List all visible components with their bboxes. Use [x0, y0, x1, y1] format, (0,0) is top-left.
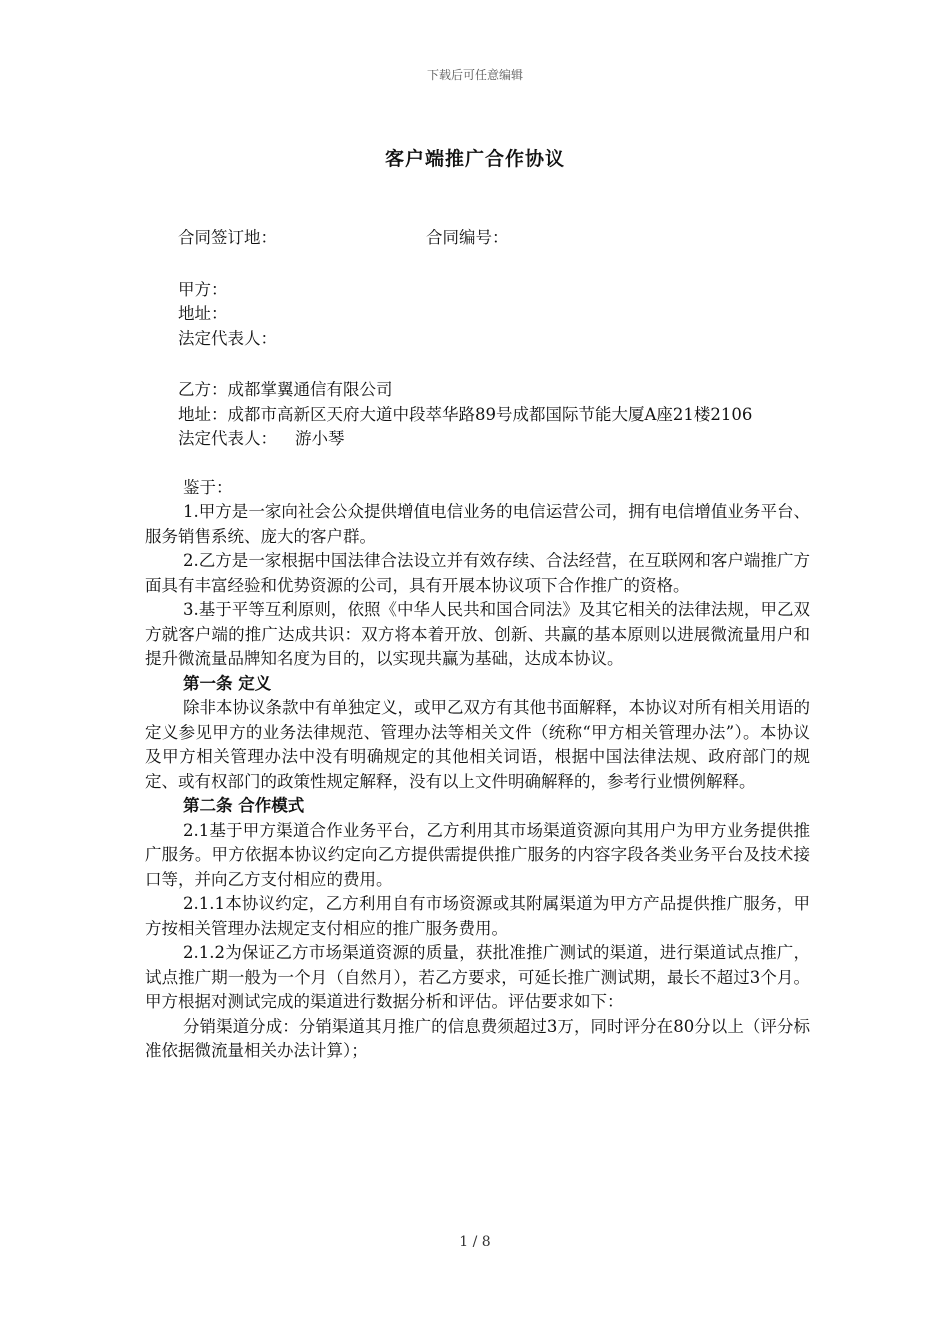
party-b-rep-label: 法定代表人：	[178, 429, 277, 448]
party-b-label: 乙方：成都掌翼通信有限公司	[178, 380, 393, 399]
party-a-rep-label: 法定代表人：	[178, 328, 277, 348]
article1-heading: 第一条 定义	[183, 673, 272, 693]
party-b-address	[145, 403, 810, 428]
article2-paragraph: 分销渠道分成：分销渠道其月推广的信息费须超过3万，同时评分在80分以上（评分标准依据微流量相关办法计算）；	[145, 1016, 810, 1060]
whereas-item: 2.乙方是一家根据中国法律合法设立并有效存续、合法经营，在互联网和客户端推广方面具有丰富经验和优势资源的公司，具有开展本协议项下合作推广的资格。	[145, 551, 810, 595]
document-body	[145, 226, 810, 1064]
article2-paragraph: 2.1.1本协议约定，乙方利用自有市场资源或其附属渠道为甲方产品提供推广服务，甲方按相关管理办法规定支付相应的推广服务费用。	[145, 894, 810, 938]
party-b-rep-name: 游小琴	[295, 429, 345, 448]
signing-place-label: 合同签订地：	[178, 228, 277, 247]
document-title: 客户端推广合作协议	[384, 148, 565, 170]
contract-number-label: 合同编号：	[426, 228, 509, 247]
page-number: 1 / 8	[459, 1234, 491, 1250]
article2-paragraph: 2.1基于甲方渠道合作业务平台，乙方利用其市场渠道资源向其用户为甲方业务提供推广服务。甲方依据本协议约定向乙方提供需提供推广服务的内容字段各类业务平台及技术接口等，并向乙方支付相应的费用。	[145, 820, 810, 889]
whereas-item: 1.甲方是一家向社会公众提供增值电信业务的电信运营公司，拥有电信增值业务平台、服务销售系统、庞大的客户群。	[145, 502, 810, 546]
whereas-item: 3.基于平等互利原则，依照《中华人民共和国合同法》及其它相关的法律法规，甲乙双方就客户端的推广达成共识：双方将本着开放、创新、共赢的基本原则以进展微流量用户和提升微流量品牌知名度为目的，以实现共赢为基础，达成本协议。	[145, 600, 810, 668]
party-a-label: 甲方：	[178, 279, 228, 299]
party-b-address-label: 地址：	[178, 404, 228, 424]
party-a-address-label: 地址：	[178, 304, 228, 323]
party-b-rep	[145, 427, 810, 452]
article1-body: 除非本协议条款中有单独定义，或甲乙双方有其他书面解释，本协议对所有相关用语的定义参见甲方的业务法律规范、管理办法等相关文件（统称“甲方相关管理办法”）。本协议及甲方相关管理办法中没有明确规定的其他相关词语，根据中国法律法规、政府部门的规定、或有权部门的政策性规定解释，没有以上文件明确解释的，参考行业惯例解释。	[145, 698, 810, 791]
article2-paragraph: 2.1.2为保证乙方市场渠道资源的质量，获批准推广测试的渠道，进行渠道试点推广，试点推广期一般为一个月（自然月），若乙方要求，可延长推广测试期，最长不超过3个月。甲方根据对测试完成的渠道进行数据分析和评估。评估要求如下：	[145, 943, 810, 1011]
article2-heading: 第二条 合作模式	[183, 796, 305, 815]
whereas-heading: 鉴于：	[183, 477, 233, 497]
header-note: 下载后可任意编辑	[426, 68, 523, 82]
signing-info	[145, 226, 810, 251]
party-b-address-value: 成都市高新区天府大道中段萃华路89号成都国际节能大厦A座21楼2106	[227, 404, 753, 424]
